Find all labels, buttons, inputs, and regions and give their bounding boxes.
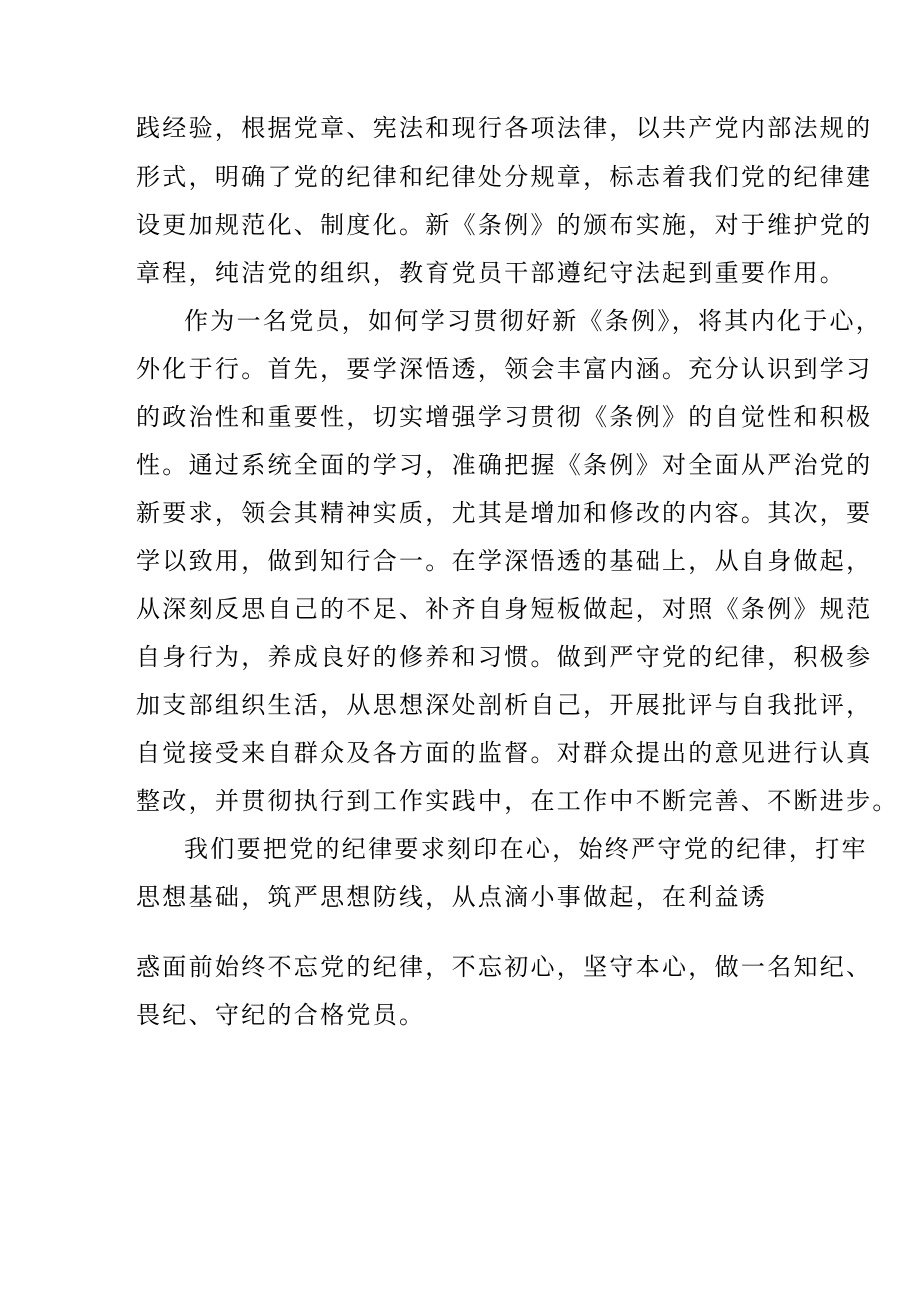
text-line: 思想基础，筑严思想防线，从点滴小事做起，在利益诱	[136, 883, 768, 911]
text-line: 畏纪、守纪的合格党员。	[136, 1001, 426, 1029]
text-line: 从深刻反思自己的不足、补齐自身短板做起，对照《条例》规范	[136, 595, 873, 623]
text-line: 形式，明确了党的纪律和纪律处分规章，标志着我们党的纪律建	[136, 163, 873, 191]
text-line: 加支部组织生活，从思想深处剖析自己，开展批评与自我批评，	[136, 691, 873, 719]
text-line: 章程，纯洁党的组织，教育党员干部遵纪守法起到重要作用。	[136, 259, 847, 287]
text-line: 性。通过系统全面的学习，准确把握《条例》对全面从严治党的	[136, 451, 873, 479]
text-line: 新要求，领会其精神实质，尤其是增加和修改的内容。其次，要	[136, 499, 873, 527]
paragraph-first-line: 我们要把党的纪律要求刻印在心，始终严守党的纪律，打牢	[184, 835, 868, 863]
text-line: 的政治性和重要性，切实增强学习贯彻《条例》的自觉性和积极	[136, 403, 873, 431]
paragraph-first-line: 作为一名党员，如何学习贯彻好新《条例》，将其内化于心，	[184, 307, 883, 335]
text-line: 整改，并贯彻执行到工作实践中，在工作中不断完善、不断进步。	[136, 787, 899, 815]
text-line: 设更加规范化、制度化。新《条例》的颁布实施，对于维护党的	[136, 211, 873, 239]
text-line: 外化于行。首先，要学深悟透，领会丰富内涵。充分认识到学习	[136, 355, 873, 383]
text-line: 践经验，根据党章、宪法和现行各项法律，以共产党内部法规的	[136, 114, 873, 142]
text-line: 惑面前始终不忘党的纪律，不忘初心，坚守本心，做一名知纪、	[136, 953, 873, 981]
text-line: 自身行为，养成良好的修养和习惯。做到严守党的纪律，积极参	[136, 643, 873, 671]
text-line: 学以致用，做到知行合一。在学深悟透的基础上，从自身做起，	[136, 547, 873, 575]
text-line: 自觉接受来自群众及各方面的监督。对群众提出的意见进行认真	[136, 739, 873, 767]
